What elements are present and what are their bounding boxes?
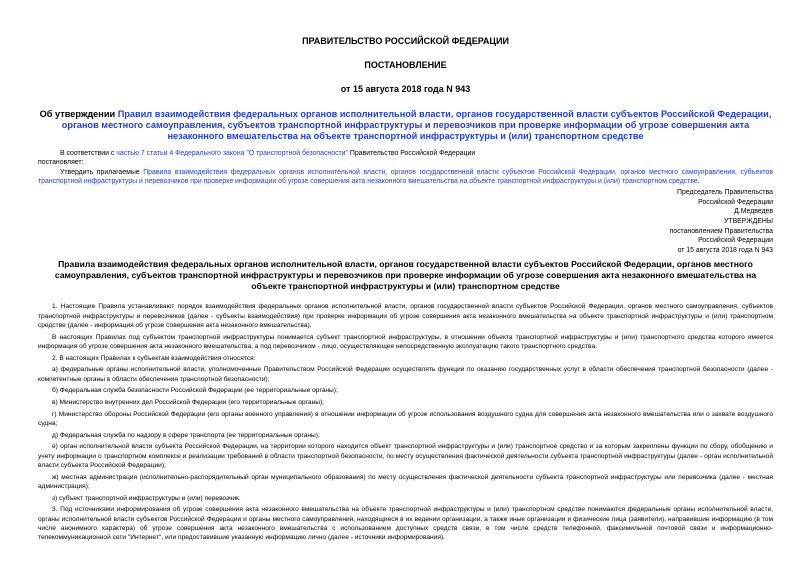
signature-line: УТВЕРЖДЕНЫ	[724, 217, 773, 225]
government-heading: ПРАВИТЕЛЬСТВО РОССИЙСКОЙ ФЕДЕРАЦИИ	[302, 36, 509, 46]
basis-prefix: В соответствии с	[60, 150, 117, 157]
rules-paragraph: 3. Под источниками информирования об угрозе совершения акта незаконного вмешательства на объекте транспортной инфраструктуры и (или) транспортном средстве понимаются федеральные органы исполнительной власти, органы исполнительной власти субъектов Российской Федерации и органы местного самоуправления, находящиеся в их ведении организации, а также иные организации и физические лица (заявители), направившие информацию (в том числе анонимного характера) об угрозе совершения акта незаконного вмешательства с использованием доступных средств связи, в том числе средств телефонной, факсимильной почтовой связи и информационно-телекоммуникационной сети "Интернет", или предоставившие указанную информацию лично (далее - источники информирования).	[38, 506, 773, 542]
signature-line: постановлением Правительства	[669, 227, 773, 235]
approve-paragraph	[38, 168, 773, 187]
rules-paragraph: г) Министерство обороны Российской Федерации (его органы военного управления) в отношении информации об угрозе использования воздушного судна для совершения акта незаконного вмешательства или о захвате воздушного судна;	[38, 410, 773, 427]
rules-paragraph: з) субъект транспортной инфраструктуры и (или) перевозчик.	[52, 494, 241, 502]
signature-line: от 15 августа 2018 года N 943	[677, 246, 773, 254]
document-type-heading: ПОСТАНОВЛЕНИЕ	[364, 60, 447, 70]
rules-paragraph: е) орган исполнительной власти субъекта Российской Федерации, на территории которого находится объект транспортной инфраструктуры и (или) транспортное средство и за которым закреплены функции по сбору, обобщению и учету информации о транспортном комплексе и реализации требований в области транспортной безопасности, по месту осуществления фактической деятельности субъекта транспортной инфраструктуры (далее - орган исполнительной власти субъекта Российской Федерации);	[38, 443, 773, 469]
rules-paragraph: 2. В настоящих Правилах к субъектам взаимодействия относятся:	[52, 354, 256, 362]
rules-paragraph: В настоящих Правилах под субъектом транспортной инфраструктуры понимается субъект транспортной инфраструктуры, в отношении объекта транспортной инфраструктуры и (или) транспортного средства которого имеется информация об угрозе совершения акта незаконного вмешательства, а под перевозчиком - лицо, осуществляющее непосредственную эксплуатацию такого транспортного средства.	[38, 333, 773, 350]
rules-paragraph: 1. Настоящие Правила устанавливают порядок взаимодействия федеральных органов исполнительной власти, органов государственной власти субъектов Российской Федерации, органов местного самоуправления, субъектов транспортной инфраструктуры и перевозчиков (далее - субъекты взаимодействия) при проверке информации об угрозе совершения акта незаконного вмешательства на объекте транспортной инфраструктуры и (или) транспортном средстве (далее - информация об угрозе совершения акта незаконного вмешательства).	[38, 303, 773, 329]
rules-paragraph: в) Министерство внутренних дел Российской Федерации (его территориальные органы);	[52, 398, 324, 406]
rules-paragraph: б) Федеральная служба безопасности Российской Федерации (ее территориальные органы);	[52, 387, 338, 395]
basis-paragraph	[38, 149, 773, 158]
basis-suffix: Правительство Российской Федерации	[347, 150, 476, 157]
signature-line: Российской Федерации	[698, 198, 773, 206]
document-date-heading: от 15 августа 2018 года N 943	[340, 84, 471, 94]
approve-suffix: .	[697, 177, 700, 185]
intro-block	[38, 142, 773, 186]
signature-line: Д.Медведев	[734, 208, 773, 216]
rules-heading: Правила взаимодействия федеральных органов исполнительной власти, органов государственной власти субъектов Российской Федерации, органов местного самоуправления, субъектов транспортной инфраструктуры и перевозчиков при проверке информации об угрозе совершения акта незаконного вмешательства на объекте транспортной инфраструктуры и (или) транспортном средстве	[54, 259, 757, 292]
title-prefix: Об утверждении	[39, 109, 118, 119]
rules-paragraph: д) Федеральная служба по надзору в сфере транспорта (ее территориальные органы);	[52, 431, 320, 439]
decree-word: постановляет:	[38, 159, 84, 167]
rules-body	[38, 292, 773, 542]
signature-line: Председатель Правительства	[677, 189, 773, 197]
rules-paragraph: ж) местная администрация (исполнительно-распорядительный орган муниципального образования) по месту осуществления фактической деятельности субъекта транспортной инфраструктуры или перевозчика (далее - местная администрация);	[38, 473, 773, 490]
rules-title-link[interactable]: Правил взаимодействия федеральных органов исполнительной власти, органов государственной власти субъектов Российской Федерации, органов местного самоуправления, субъектов транспортной инфраструктуры и перевозчиков при проверке информации об угрозе совершения акта незаконного вмешательства на объекте транспортной инфраструктуры и (или) транспортном средстве	[61, 109, 772, 141]
resolution-title	[38, 95, 773, 142]
signature-block	[38, 186, 773, 255]
federal-law-link[interactable]: частью 7 статьи 4 Федерального закона "О транспортной безопасности"	[116, 150, 348, 157]
approved-rules-link[interactable]: Правила взаимодействия федеральных органов исполнительной власти, органов государственной власти субъектов Российской Федерации, органов местного самоуправления, субъектов транспортной инфраструктуры и перевозчиков при проверке информации об угрозе совершения акта незаконного вмешательства на объекте транспортной инфраструктуры и (или) транспортном средстве	[38, 168, 773, 185]
approve-prefix: Утвердить прилагаемые	[60, 168, 144, 176]
signature-line: Российской Федерации	[698, 237, 773, 245]
rules-paragraph: а) федеральные органы исполнительной власти, уполномоченные Правительством Российской Федерации осуществлять функции по оказанию государственных услуг в области обеспечения транспортной безопасности (далее - компетентные органы в области обеспечения транспортной безопасности);	[38, 366, 773, 383]
